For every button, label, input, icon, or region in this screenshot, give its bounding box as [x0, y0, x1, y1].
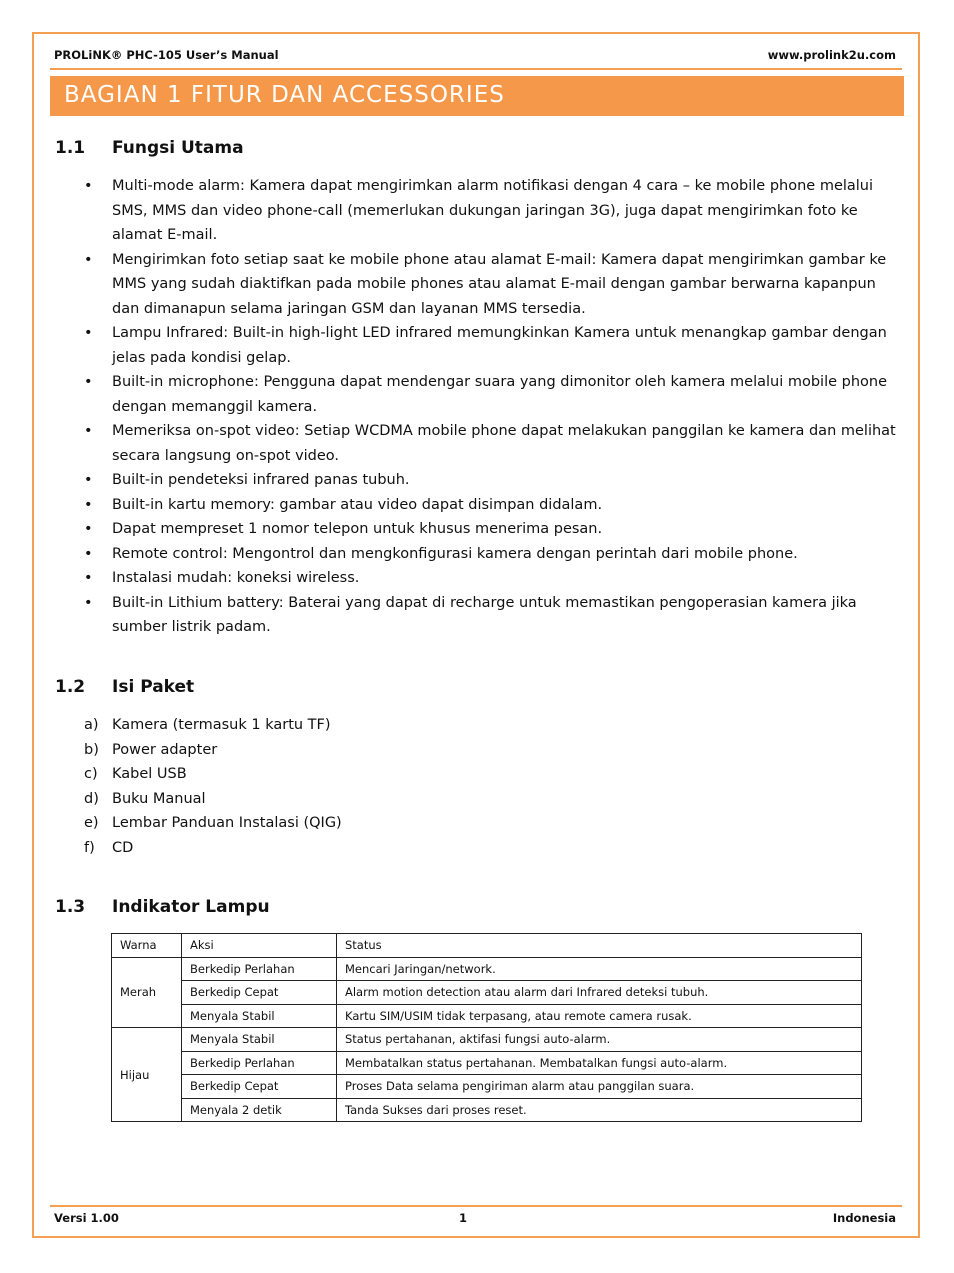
list-item: [84, 738, 896, 763]
chapter-banner: [50, 76, 904, 116]
list-item-text: Built-in microphone: Pengguna dapat mendengar suara yang dimonitor oleh kamera melalui mobile phone dengan memanggil kamera.: [112, 374, 888, 415]
table-cell-status: Mencari Jaringan/network.: [337, 957, 862, 981]
table-cell-color: Merah: [112, 957, 182, 1028]
feature-list: [84, 174, 896, 640]
table-cell-action: Menyala Stabil: [182, 1028, 337, 1052]
list-marker: a): [84, 717, 99, 733]
header-divider: [50, 68, 902, 70]
list-item-text: Multi-mode alarm: Kamera dapat mengirimkan alarm notifikasi dengan 4 cara – ke mobile phone melalui SMS, MMS dan video phone-call (memerlukan dukungan jaringan 3G), juga dapat mengirimkan foto ke alamat E-mail.: [112, 178, 874, 243]
table-cell-status: Alarm motion detection atau alarm dari Infrared deteksi tubuh.: [337, 981, 862, 1005]
bullet-icon: •: [84, 570, 93, 586]
list-item: [84, 542, 896, 567]
table-cell-action: Menyala Stabil: [182, 1004, 337, 1028]
list-item-text: Built-in pendeteksi infrared panas tubuh.: [112, 472, 410, 488]
list-marker: c): [84, 766, 98, 782]
bullet-icon: •: [84, 545, 93, 562]
table-header-cell: Warna: [112, 934, 182, 958]
table-header-cell: Aksi: [182, 934, 337, 958]
table-cell-status: Proses Data selama pengiriman alarm atau panggilan suara.: [337, 1075, 862, 1099]
table-cell-action: Menyala 2 detik: [182, 1098, 337, 1122]
section-number: 1.3: [55, 897, 86, 917]
bullet-icon: •: [84, 374, 93, 390]
list-item-text: Dapat mempreset 1 nomor telepon untuk khusus menerima pesan.: [112, 521, 603, 537]
list-item-text: Buku Manual: [112, 790, 206, 807]
list-item: [84, 370, 896, 419]
list-item: [84, 713, 896, 738]
footer-divider: [50, 1205, 902, 1207]
bullet-icon: •: [84, 325, 93, 341]
table-cell-action: Berkedip Perlahan: [182, 1051, 337, 1075]
indicator-table: [111, 933, 862, 1122]
list-item-text: Lampu Infrared: Built-in high-light LED infrared memungkinkan Kamera untuk menangkap gambar dengan jelas pada kondisi gelap.: [112, 325, 887, 366]
list-item: [84, 836, 896, 861]
table-row: [112, 1051, 862, 1075]
list-item: [84, 787, 896, 812]
list-item: [84, 811, 896, 836]
list-item-text: Remote control: Mengontrol dan mengkonfigurasi kamera dengan perintah dari mobile phone.: [112, 545, 798, 562]
list-item: [84, 174, 896, 248]
list-item: [84, 419, 896, 468]
section-number: 1.1: [55, 138, 86, 158]
bullet-icon: •: [84, 423, 93, 439]
list-marker: e): [84, 815, 99, 831]
list-item-text: Kamera (termasuk 1 kartu TF): [112, 717, 331, 733]
section-number: 1.2: [55, 677, 86, 697]
list-item: [84, 566, 896, 591]
bullet-icon: •: [84, 251, 93, 268]
table-row: [112, 1004, 862, 1028]
chapter-title: BAGIAN 1 FITUR DAN ACCESSORIES: [64, 82, 505, 108]
table-cell-color: Hijau: [112, 1028, 182, 1122]
list-item: [84, 468, 896, 493]
list-item-text: Power adapter: [112, 741, 218, 758]
list-item-text: CD: [112, 839, 134, 856]
list-item: [84, 321, 896, 370]
table-cell-action: Berkedip Cepat: [182, 981, 337, 1005]
section-title: Fungsi Utama: [112, 138, 244, 158]
footer-version: Versi 1.00: [54, 1211, 119, 1225]
list-item-text: Kabel USB: [112, 766, 187, 782]
table-cell-action: Berkedip Perlahan: [182, 957, 337, 981]
list-item: [84, 248, 896, 322]
list-item-text: Lembar Panduan Instalasi (QIG): [112, 815, 342, 831]
header-website: www.prolink2u.com: [767, 48, 896, 62]
table-cell-status: Tanda Sukses dari proses reset.: [337, 1098, 862, 1122]
list-item-text: Built-in kartu memory: gambar atau video dapat disimpan didalam.: [112, 496, 603, 513]
list-marker: b): [84, 741, 99, 758]
table-header-row: [112, 934, 862, 958]
page-number: 1: [459, 1211, 468, 1225]
package-list: [84, 713, 896, 860]
list-item: [84, 762, 896, 787]
list-marker: d): [84, 790, 99, 807]
list-item-text: Mengirimkan foto setiap saat ke mobile phone atau alamat E-mail: Kamera dapat mengirimkan gambar ke MMS yang sudah diaktifkan pada mobile phones atau alamat E-mail dengan gambar berwarna kapanpun dan dimanapun selama jaringan GSM dan layanan MMS tersedia.: [112, 251, 887, 317]
table-cell-status: Membatalkan status pertahanan. Membatalkan fungsi auto-alarm.: [337, 1051, 862, 1075]
table-cell-action: Berkedip Cepat: [182, 1075, 337, 1099]
section-title: Indikator Lampu: [112, 897, 270, 917]
list-item: [84, 591, 896, 640]
list-item: [84, 493, 896, 518]
list-item: [84, 517, 896, 542]
table-row: [112, 1075, 862, 1099]
header-manual-title: PROLiNK® PHC-105 User’s Manual: [54, 48, 279, 62]
list-item-text: Memeriksa on-spot video: Setiap WCDMA mobile phone dapat melakukan panggilan ke kamera dan melihat secara langsung on-spot video.: [112, 423, 896, 464]
table-row: [112, 1028, 862, 1052]
footer-language: Indonesia: [832, 1211, 896, 1225]
table-header-cell: Status: [337, 934, 862, 958]
list-item-text: Built-in Lithium battery: Baterai yang dapat di recharge untuk memastikan pengoperasian kamera jika sumber listrik padam.: [112, 594, 857, 635]
bullet-icon: •: [84, 178, 93, 194]
table-row: [112, 981, 862, 1005]
table-row: [112, 1098, 862, 1122]
bullet-icon: •: [84, 472, 93, 488]
table-row: [112, 957, 862, 981]
list-marker: f): [84, 839, 95, 856]
section-title: Isi Paket: [112, 677, 195, 697]
bullet-icon: •: [84, 521, 93, 537]
list-item-text: Instalasi mudah: koneksi wireless.: [112, 570, 360, 586]
bullet-icon: •: [84, 594, 93, 611]
bullet-icon: •: [84, 496, 93, 513]
table-cell-status: Kartu SIM/USIM tidak terpasang, atau remote camera rusak.: [337, 1004, 862, 1028]
table-cell-status: Status pertahanan, aktifasi fungsi auto-alarm.: [337, 1028, 862, 1052]
